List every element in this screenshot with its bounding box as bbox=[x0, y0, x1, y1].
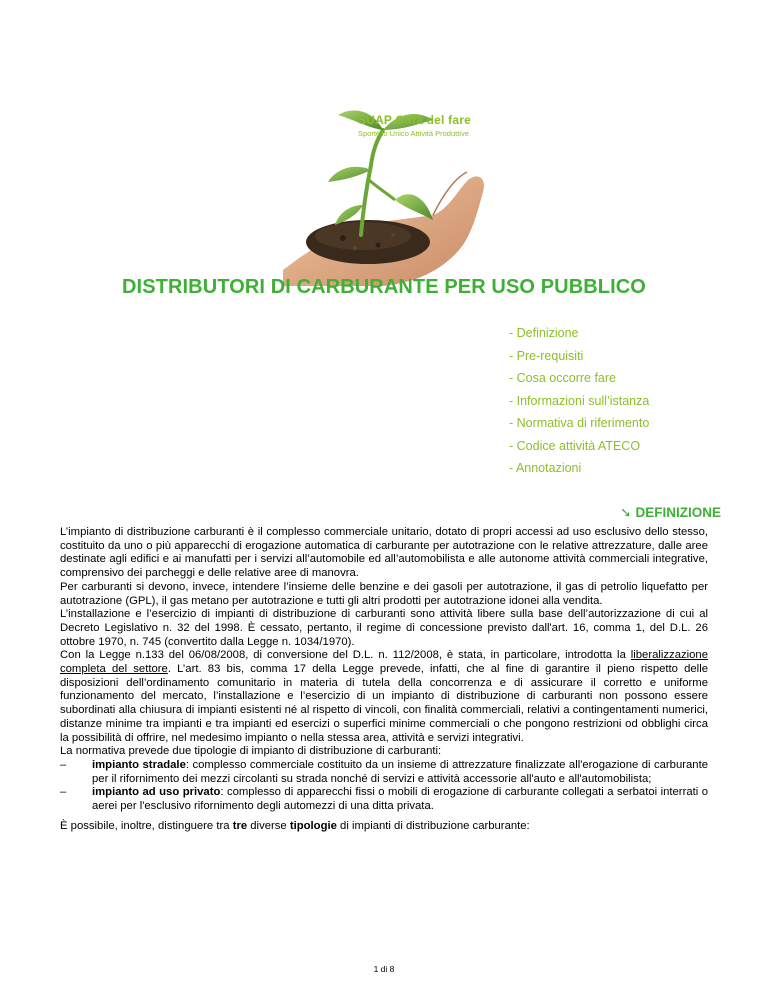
arrow-down-right-icon: ➘ bbox=[620, 505, 632, 520]
logo-image bbox=[283, 70, 495, 286]
toc-item-informazioni-istanza[interactable]: - Informazioni sull’istanza bbox=[509, 393, 650, 408]
list-item bbox=[60, 786, 708, 813]
toc-item-normativa[interactable]: - Normativa di riferimento bbox=[509, 416, 650, 430]
text-run: È possibile, inoltre, distinguere tra bbox=[60, 819, 233, 832]
bullet-text: : complesso commerciale costituito da un insieme di attrezzature finalizzate all'erogazione di carburante per il rifornimento dei mezzi circolanti su strada nonché di servizi e attività accessorie all'auto e all'automobilista; bbox=[92, 758, 708, 785]
toc-item-prerequisiti[interactable]: - Pre-requisiti bbox=[509, 348, 584, 363]
liberalizzazione-link[interactable]: liberalizzazione completa del settore bbox=[60, 649, 708, 676]
paragraph-legge-133-intro: Con la Legge n.133 del 06/08/2008, di conversione del D.L. n. 112/2008, è stata, in particolare, introdotta la bbox=[60, 649, 631, 662]
table-of-contents bbox=[509, 322, 649, 480]
text-run-bold: tre bbox=[232, 819, 248, 832]
page-number: 1 di 8 bbox=[373, 964, 395, 974]
toc-item-definizione[interactable]: - Definizione bbox=[509, 326, 579, 340]
paragraph-carburanti: Per carburanti si devono, invece, intendere l’insieme delle benzine e dei gasoli per autotrazione, il gas di petrolio liquefatto per autotrazione (GPL), il gas metano per autotrazione e tutti gli altri prodotti per autotrazione idonei alla vendita. bbox=[60, 580, 708, 607]
toc-item-cosa-occorre-fare[interactable]: - Cosa occorre fare bbox=[509, 371, 616, 385]
paragraph-tre-tipologie bbox=[60, 820, 708, 834]
paragraph-legge-133-rest: . L’art. 83 bis, comma 17 della Legge prevede, infatti, che al fine di garantire il pieno rispetto delle disposizioni dell’ordinamento comunitario in materia di tutela della concorrenza e di assicurare il corretto e uniforme funzionamento del mercato, l’installazione e l’esercizio di un impianto di distribuzione di carburanti non possono essere subordinati alla chiusura di impianti esistenti né al rispetto di vincoli, con finalità commerciali, relativi a contingentamenti numerici, distanze minime tra impianti e tra impianti ed esercizi o superfici minime commerciali o che pongono restrizioni od obblighi circa la possibilità di offrire, nel medesimo impianto o nella stessa area, attività e servizi integrativi. bbox=[60, 663, 708, 744]
bullet-dash: – bbox=[60, 758, 67, 771]
text-run: di impianti di distribuzione carburante: bbox=[336, 819, 530, 832]
logo-subtitle: Sportello Unico Attività Produttive bbox=[358, 129, 469, 138]
logo-title: SUAP Città del fare bbox=[358, 113, 471, 127]
text-run: diverse bbox=[247, 819, 290, 832]
section-heading-text: DEFINIZIONE bbox=[635, 505, 721, 520]
paragraph-tipologie: La normativa prevede due tipologie di impianto di distribuzione di carburanti: bbox=[60, 745, 442, 758]
seedling-hand-illustration bbox=[283, 70, 495, 286]
bullet-term: impianto stradale bbox=[92, 758, 186, 771]
text-run-bold: tipologie bbox=[289, 819, 337, 832]
toc-item-codice-ateco[interactable]: - Codice attività ATECO bbox=[509, 438, 641, 453]
toc-item-annotazioni[interactable]: - Annotazioni bbox=[509, 461, 582, 475]
section-heading bbox=[620, 505, 721, 521]
list-item bbox=[60, 759, 708, 786]
bullet-text: : complesso di apparecchi fissi o mobili di erogazione di carburante collegati a serbatoi interrati o aerei per l'esclusivo rifornimento degli automezzi di una ditta privata. bbox=[92, 786, 708, 813]
paragraph-definition: L’impianto di distribuzione carburanti è il complesso commerciale unitario, dotato di propri accessi ad uso esclusivo dello stesso, costituito da uno o più apparecchi di erogazione automatica di carburante per autotrazione con le relative attrezzature, dalle aree destinate agli edifici e ai manufatti per i servizi all’automobile ed all’automobilista e alle autonome attività commerciali integrative, comprensivo dei parcheggi e delle relative aree di manovra. bbox=[60, 526, 708, 580]
paragraph-legge-133 bbox=[60, 649, 708, 745]
bullet-dash: – bbox=[60, 786, 67, 799]
paragraph-installazione: L’installazione e l’esercizio di impianti di distribuzione di carburanti sono attività libere sulla base dell’autorizzazione di cui al Decreto Legislativo n. 32 del 1998. È cessato, pertanto, il regime di concessione previsto dall'art. 16, comma 1, del D.L. 26 ottobre 1970, n. 745 (convertito dalla Legge n. 1034/1970). bbox=[60, 608, 708, 648]
bullet-term: impianto ad uso privato bbox=[92, 786, 221, 799]
page-title: DISTRIBUTORI DI CARBURANTE PER USO PUBBLICO bbox=[122, 276, 646, 298]
body-content bbox=[60, 526, 708, 833]
